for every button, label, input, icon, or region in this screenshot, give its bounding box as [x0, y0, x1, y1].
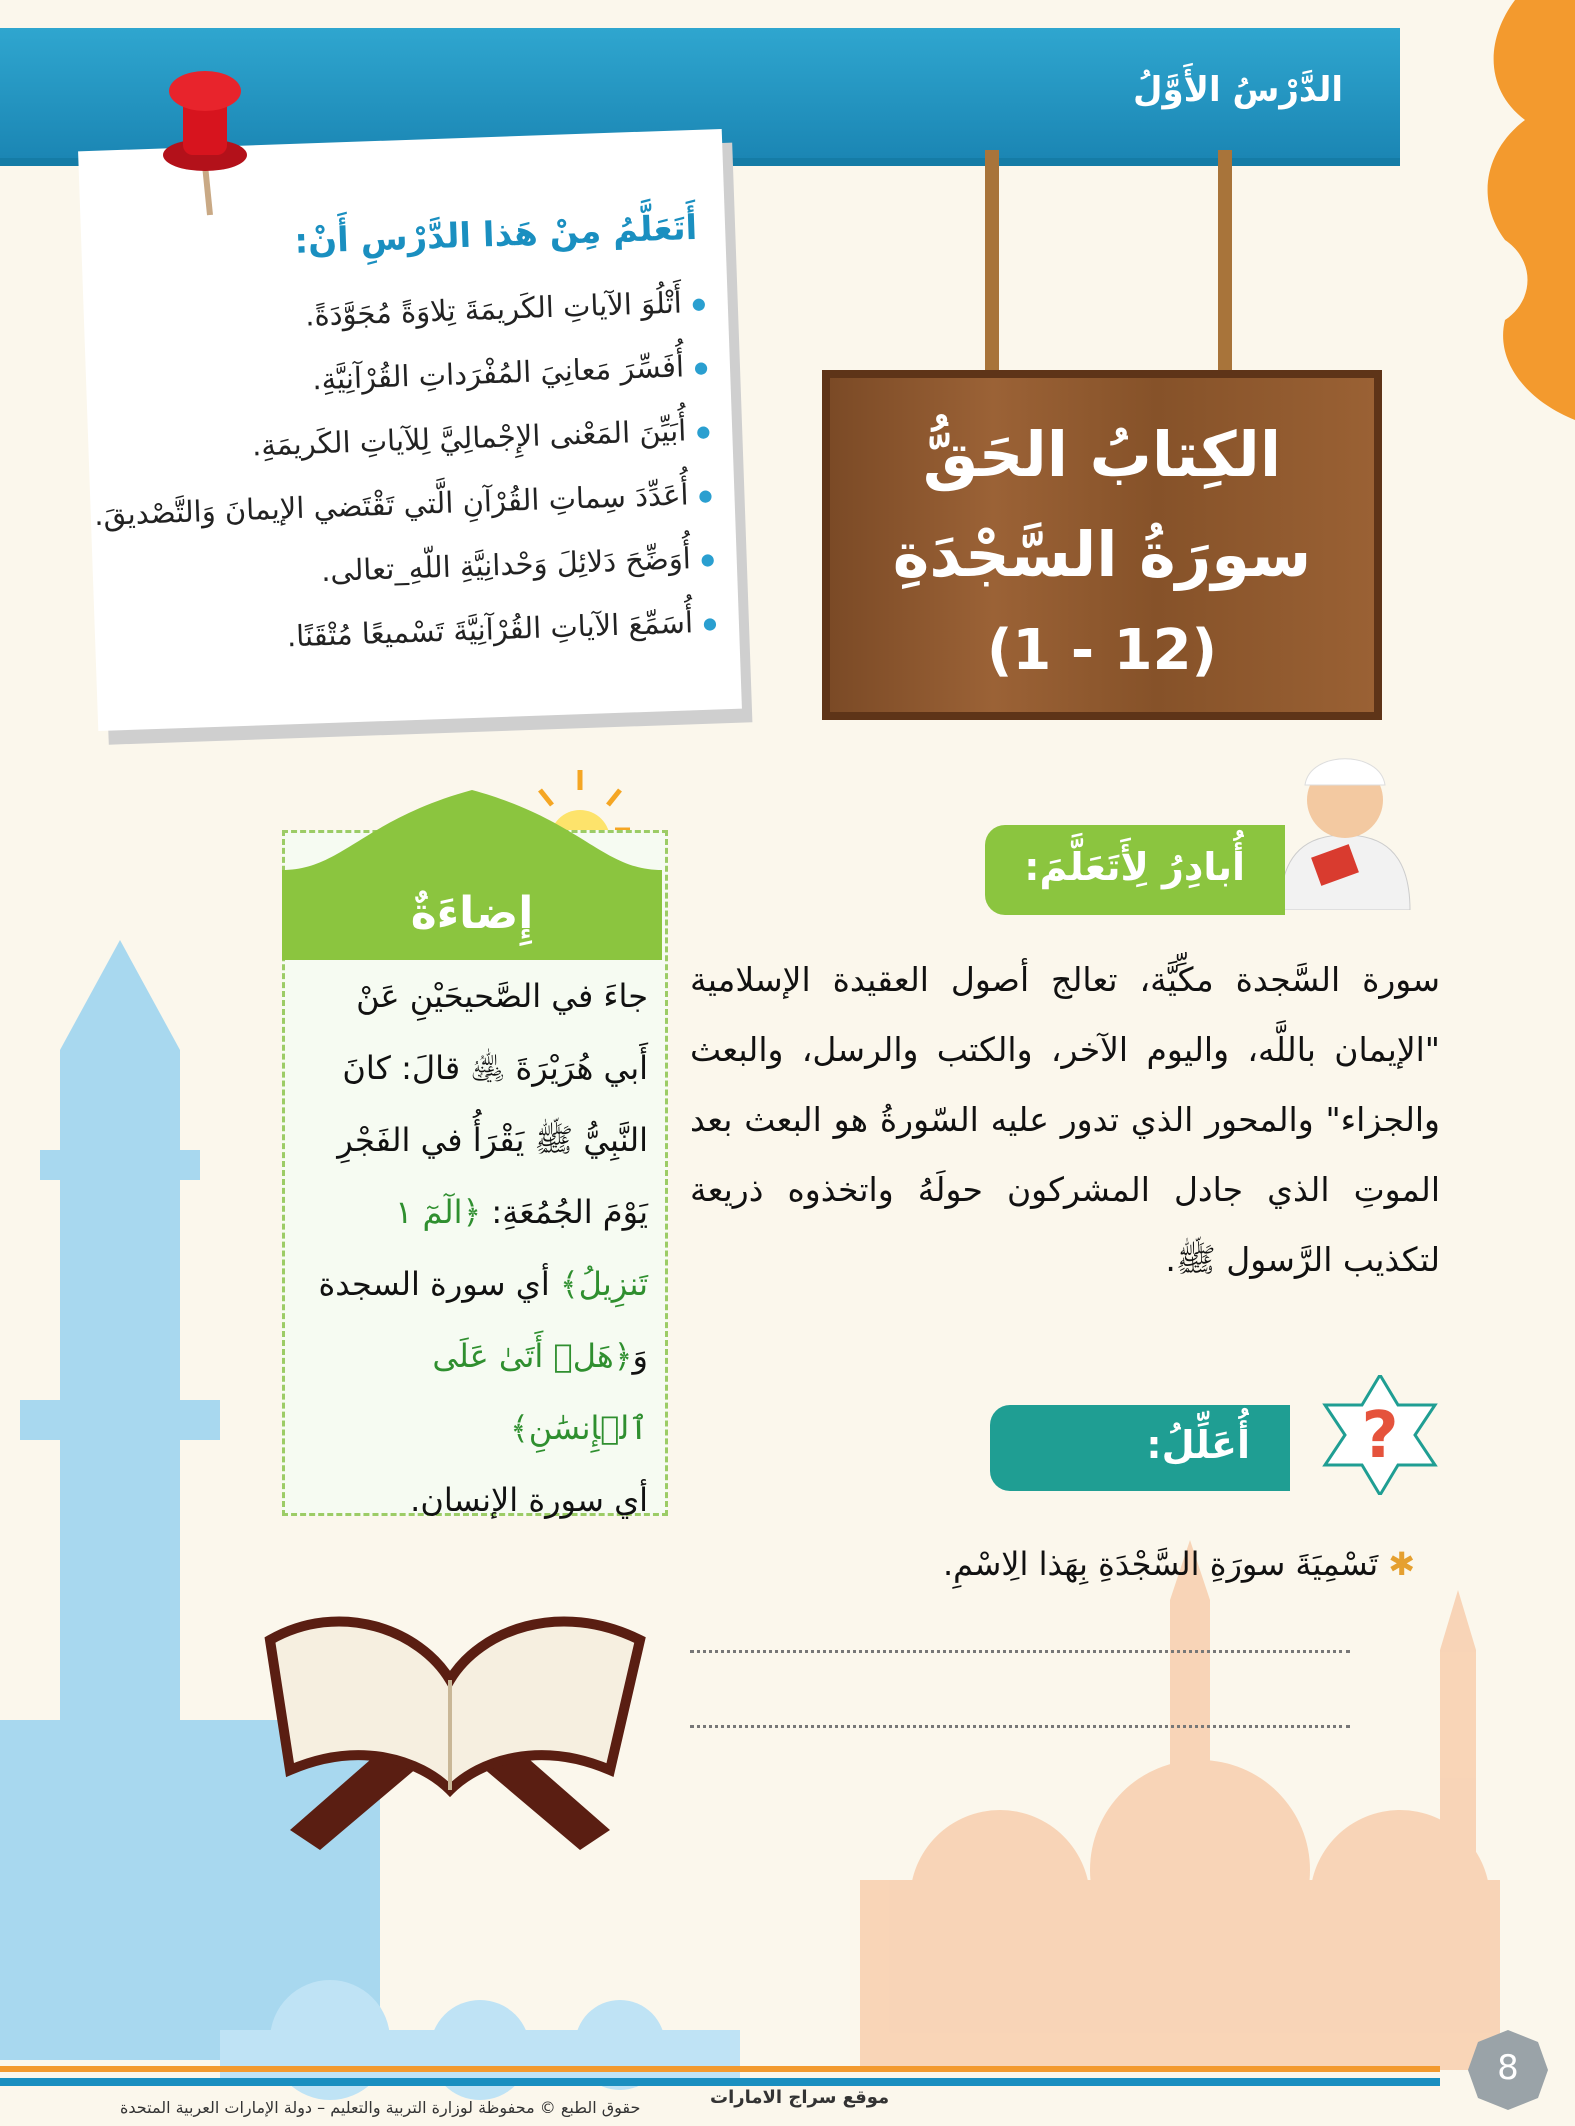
- sign-title-line1: الكِتابُ الحَقُّ: [922, 418, 1282, 491]
- objective-item: ● أُوَضِّحَ دَلائِلَ وَحْدانِيَّةِ اللّهِ_تعالى.: [114, 525, 716, 610]
- footer-copyright: حقوق الطبع © محفوظة لوزارة التربية والتعليم – دولة الإمارات العربية المتحدة: [120, 2098, 641, 2117]
- lesson-label: الدَّرْسُ الأَوَّلُ: [1133, 70, 1343, 110]
- illumination-line: جاءَ في الصَّحيحَيْنِ عَنْ: [356, 977, 648, 1015]
- sign-rope-right: [1218, 150, 1232, 380]
- illumination-line: النَّبِيُّ ﷺ يَقْرَأُ في الفَجْرِ: [337, 1121, 648, 1159]
- sign-verse-range: (1 - 12): [986, 618, 1218, 683]
- push-pin-icon: [150, 55, 260, 225]
- start-learning-paragraph: سورة السَّجدة مكِّيَّة، تعالج أصول العقيدة الإسلامية "الإيمان باللَّه، واليوم الآخر، والكتب والرسل، والبعث والجزاء" والمحور الذي تدور عليه السّورةُ هو البعث بعد الموتِ الذي جادل المشركون حولَهُ واتخذوه ذريعة لتكذيب الرَّسول ﷺ.: [690, 960, 1440, 1279]
- reason-label: أُعَلِّلُ:: [1146, 1423, 1250, 1467]
- illumination-line: يَوْمَ الجُمُعَةِ: ﴿الٓمٓ ١: [395, 1193, 648, 1231]
- illumination-title: إِضاءَةٌ: [410, 888, 534, 939]
- objectives-title: أَتَعَلَّمُ مِنْ هَذا الدَّرْسِ أَنْ:: [293, 207, 698, 262]
- star-bullet-icon: ✱: [1388, 1545, 1415, 1583]
- start-learning-label: أُبادِرُ لِأَتَعَلَّمَ:: [1024, 845, 1245, 889]
- ayah-text: ﴿الٓمٓ ١: [395, 1193, 482, 1231]
- svg-text:?: ?: [1361, 1399, 1399, 1473]
- illumination-dome: [282, 780, 662, 870]
- illumination-line: وَ﴿هَلۡ أَتَىٰ عَلَى ٱلۡإِنسَٰنِ﴾: [432, 1337, 648, 1447]
- reason-tag: [990, 1405, 1290, 1491]
- illumination-line: تَنزِيلُ﴾ أي سورة السجدة: [318, 1265, 648, 1303]
- ayah-text: ﴿هَلۡ أَتَىٰ عَلَى ٱلۡإِنسَٰنِ﴾: [432, 1337, 648, 1447]
- lesson-title-sign: [822, 370, 1382, 720]
- sign-title-line2: سورَةُ السَّجْدَةِ: [892, 518, 1312, 591]
- footer-blue-line: [0, 2078, 1440, 2086]
- illumination-line: أَبي هُرَيْرَةَ ﵁ قالَ: كانَ: [342, 1049, 648, 1087]
- question-mark-icon: [1320, 1375, 1440, 1495]
- objective-item: ● أُبَيِّنَ المَعْنى الإِجْمالِيَّ لِلآياتِ الكَريمَةِ.: [109, 398, 711, 483]
- objective-item: ● أُسَمِّعَ الآياتِ القُرْآنِيَّةَ تَسْميعًا مُتْقَنًا.: [116, 589, 718, 674]
- objective-item: ● أَتْلُوَ الآياتِ الكَريمَةَ تِلاوَةً مُجَوَّدَةً.: [105, 270, 707, 355]
- quran-stand-illustration: [250, 1570, 660, 1880]
- answer-line[interactable]: [690, 1725, 1350, 1728]
- mosque-silhouette: [860, 1540, 1500, 2070]
- orange-corner-decoration: [1375, 0, 1575, 420]
- illumination-text: [298, 960, 648, 1536]
- start-learning-text: [690, 945, 1440, 1295]
- page-number-badge: [1468, 2030, 1548, 2110]
- page-number: 8: [1497, 2048, 1519, 2088]
- footer-orange-line: [0, 2066, 1440, 2072]
- footer-site-name: موقع سراج الامارات: [710, 2087, 890, 2108]
- boy-reading-illustration: [1270, 740, 1420, 910]
- ayah-text: تَنزِيلُ﴾: [559, 1265, 648, 1303]
- answer-line[interactable]: [690, 1650, 1350, 1653]
- objective-item: ● أُعَدِّدَ سِماتِ القُرْآنِ الَّتي تَقْتَضي الإيمانَ وَالتَّصْديقَ.: [112, 462, 714, 547]
- start-learning-tag: [985, 825, 1285, 915]
- sign-rope-left: [985, 150, 999, 380]
- illumination-line: أي سورة الإنسان.: [410, 1481, 648, 1519]
- objective-item: ● أُفَسِّرَ مَعانِيَ المُفْرَداتِ القُرْآنِيَّةِ.: [107, 334, 709, 419]
- objectives-list: [93, 270, 718, 675]
- reason-question: ✱تَسْمِيَةَ سورَةِ السَّجْدَةِ بِهَذا الِاسْمِ.: [943, 1545, 1415, 1583]
